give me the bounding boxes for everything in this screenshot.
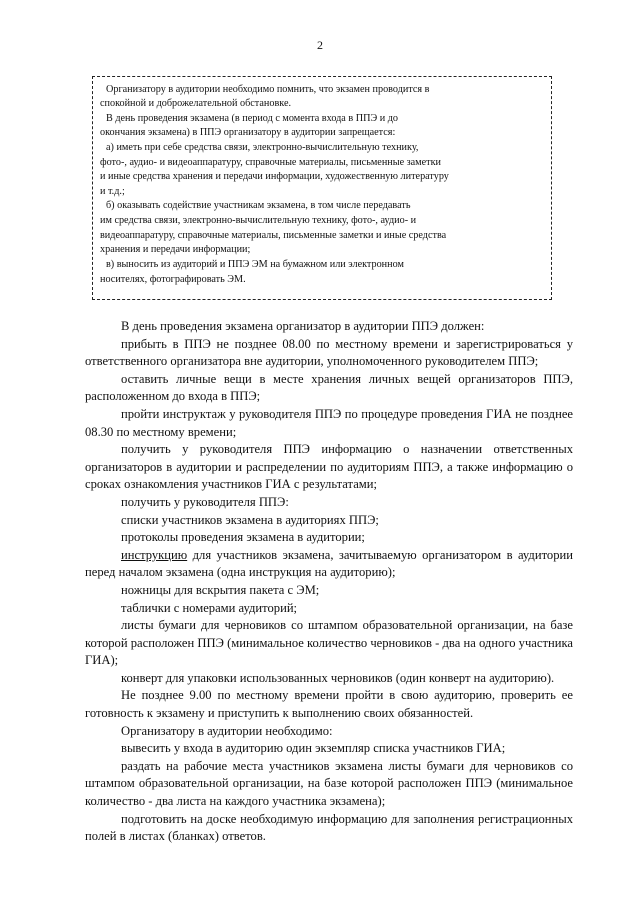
paragraph: Организатору в аудитории необходимо: (121, 723, 333, 738)
main-text (85, 318, 573, 846)
notice-line: Организатору в аудитории необходимо помнить, что экзамен проводится в (106, 84, 430, 95)
paragraph: раздать на рабочие места участников экзамена листы бумаги для черновиков со штампом образовательной организации, на базе которой расположен ППЭ (минимальное количество - два листа на каждого участника экзамена); (85, 758, 573, 809)
notice-line: и т.д.; (100, 186, 125, 197)
paragraph: таблички с номерами аудиторий; (121, 600, 298, 615)
paragraph (85, 547, 573, 582)
paragraph: ножницы для вскрытия пакета с ЭМ; (121, 582, 320, 597)
paragraph: Не позднее 9.00 по местному времени пройти в свою аудиторию, проверить ее готовность к экзамену и приступить к выполнению своих обязанностей. (85, 688, 573, 721)
underlined-word: инструкцию (121, 547, 188, 562)
notice-line: носителях, фотографировать ЭМ. (100, 274, 246, 285)
notice-line: хранения и передачи информации; (100, 244, 251, 255)
notice-line: В день проведения экзамена (в период с момента входа в ППЭ и до (106, 113, 398, 124)
paragraph: пройти инструктаж у руководителя ППЭ по процедуре проведения ГИА не позднее 08.30 по местному времени; (85, 406, 573, 439)
notice-line: спокойной и доброжелательной обстановке. (100, 98, 292, 109)
notice-line: видеоаппаратуру, справочные материалы, письменные заметки и иные средства (100, 230, 447, 241)
paragraph: В день проведения экзамена организатор в аудитории ППЭ должен: (121, 319, 485, 333)
paragraph: получить у руководителя ППЭ информацию о назначении ответственных организаторов в аудитории и распределении по аудиториям ППЭ, а также информацию о сроках ознакомления участников ГИА с результатами; (85, 442, 573, 492)
paragraph: конверт для упаковки использованных черновиков (один конверт на аудиторию). (121, 670, 555, 685)
paragraph: листы бумаги для черновиков со штампом образовательной организации, на базе которой расположен ППЭ (минимальное количество черновиков - два на одного участника ГИА); (85, 618, 573, 668)
paragraph: протоколы проведения экзамена в аудитории; (121, 530, 365, 545)
paragraph: получить у руководителя ППЭ: (121, 494, 289, 509)
notice-line: б) оказывать содействие участникам экзамена, в том числе передавать (106, 200, 411, 211)
notice-line: окончания экзамена) в ППЭ организатору в аудитории запрещается: (100, 127, 396, 138)
notice-line: им средства связи, электронно-вычислительную технику, фото-, аудио- и (100, 215, 417, 226)
paragraph: вывесить у входа в аудиторию один экземпляр списка участников ГИА; (121, 741, 506, 756)
page-number: 2 (317, 38, 323, 52)
paragraph: оставить личные вещи в месте хранения личных вещей организаторов ППЭ, расположенном до входа в ППЭ; (85, 371, 573, 404)
notice-line: и иные средства хранения и передачи информации, художественную литературу (100, 171, 449, 182)
notice-line: а) иметь при себе средства связи, электронно-вычислительную технику, (106, 142, 419, 153)
notice-line: фото-, аудио- и видеоаппаратуру, справочные материалы, письменные заметки (100, 157, 442, 168)
paragraph-rest: для участников экзамена, зачитываемую организатором в аудитории перед началом экзамена (одна инструкция на аудиторию); (85, 547, 573, 580)
paragraph: списки участников экзамена в аудиториях ППЭ; (121, 512, 379, 527)
notice-line: в) выносить из аудиторий и ППЭ ЭМ на бумажном или электронном (106, 259, 404, 270)
paragraph: прибыть в ППЭ не позднее 08.00 по местному времени и зарегистрироваться у ответственного организатора вне аудитории, уполномоченного руководителем ППЭ; (85, 336, 573, 369)
paragraph: подготовить на доске необходимую информацию для заполнения регистрационных полей в листах (бланках) ответов. (85, 811, 573, 844)
